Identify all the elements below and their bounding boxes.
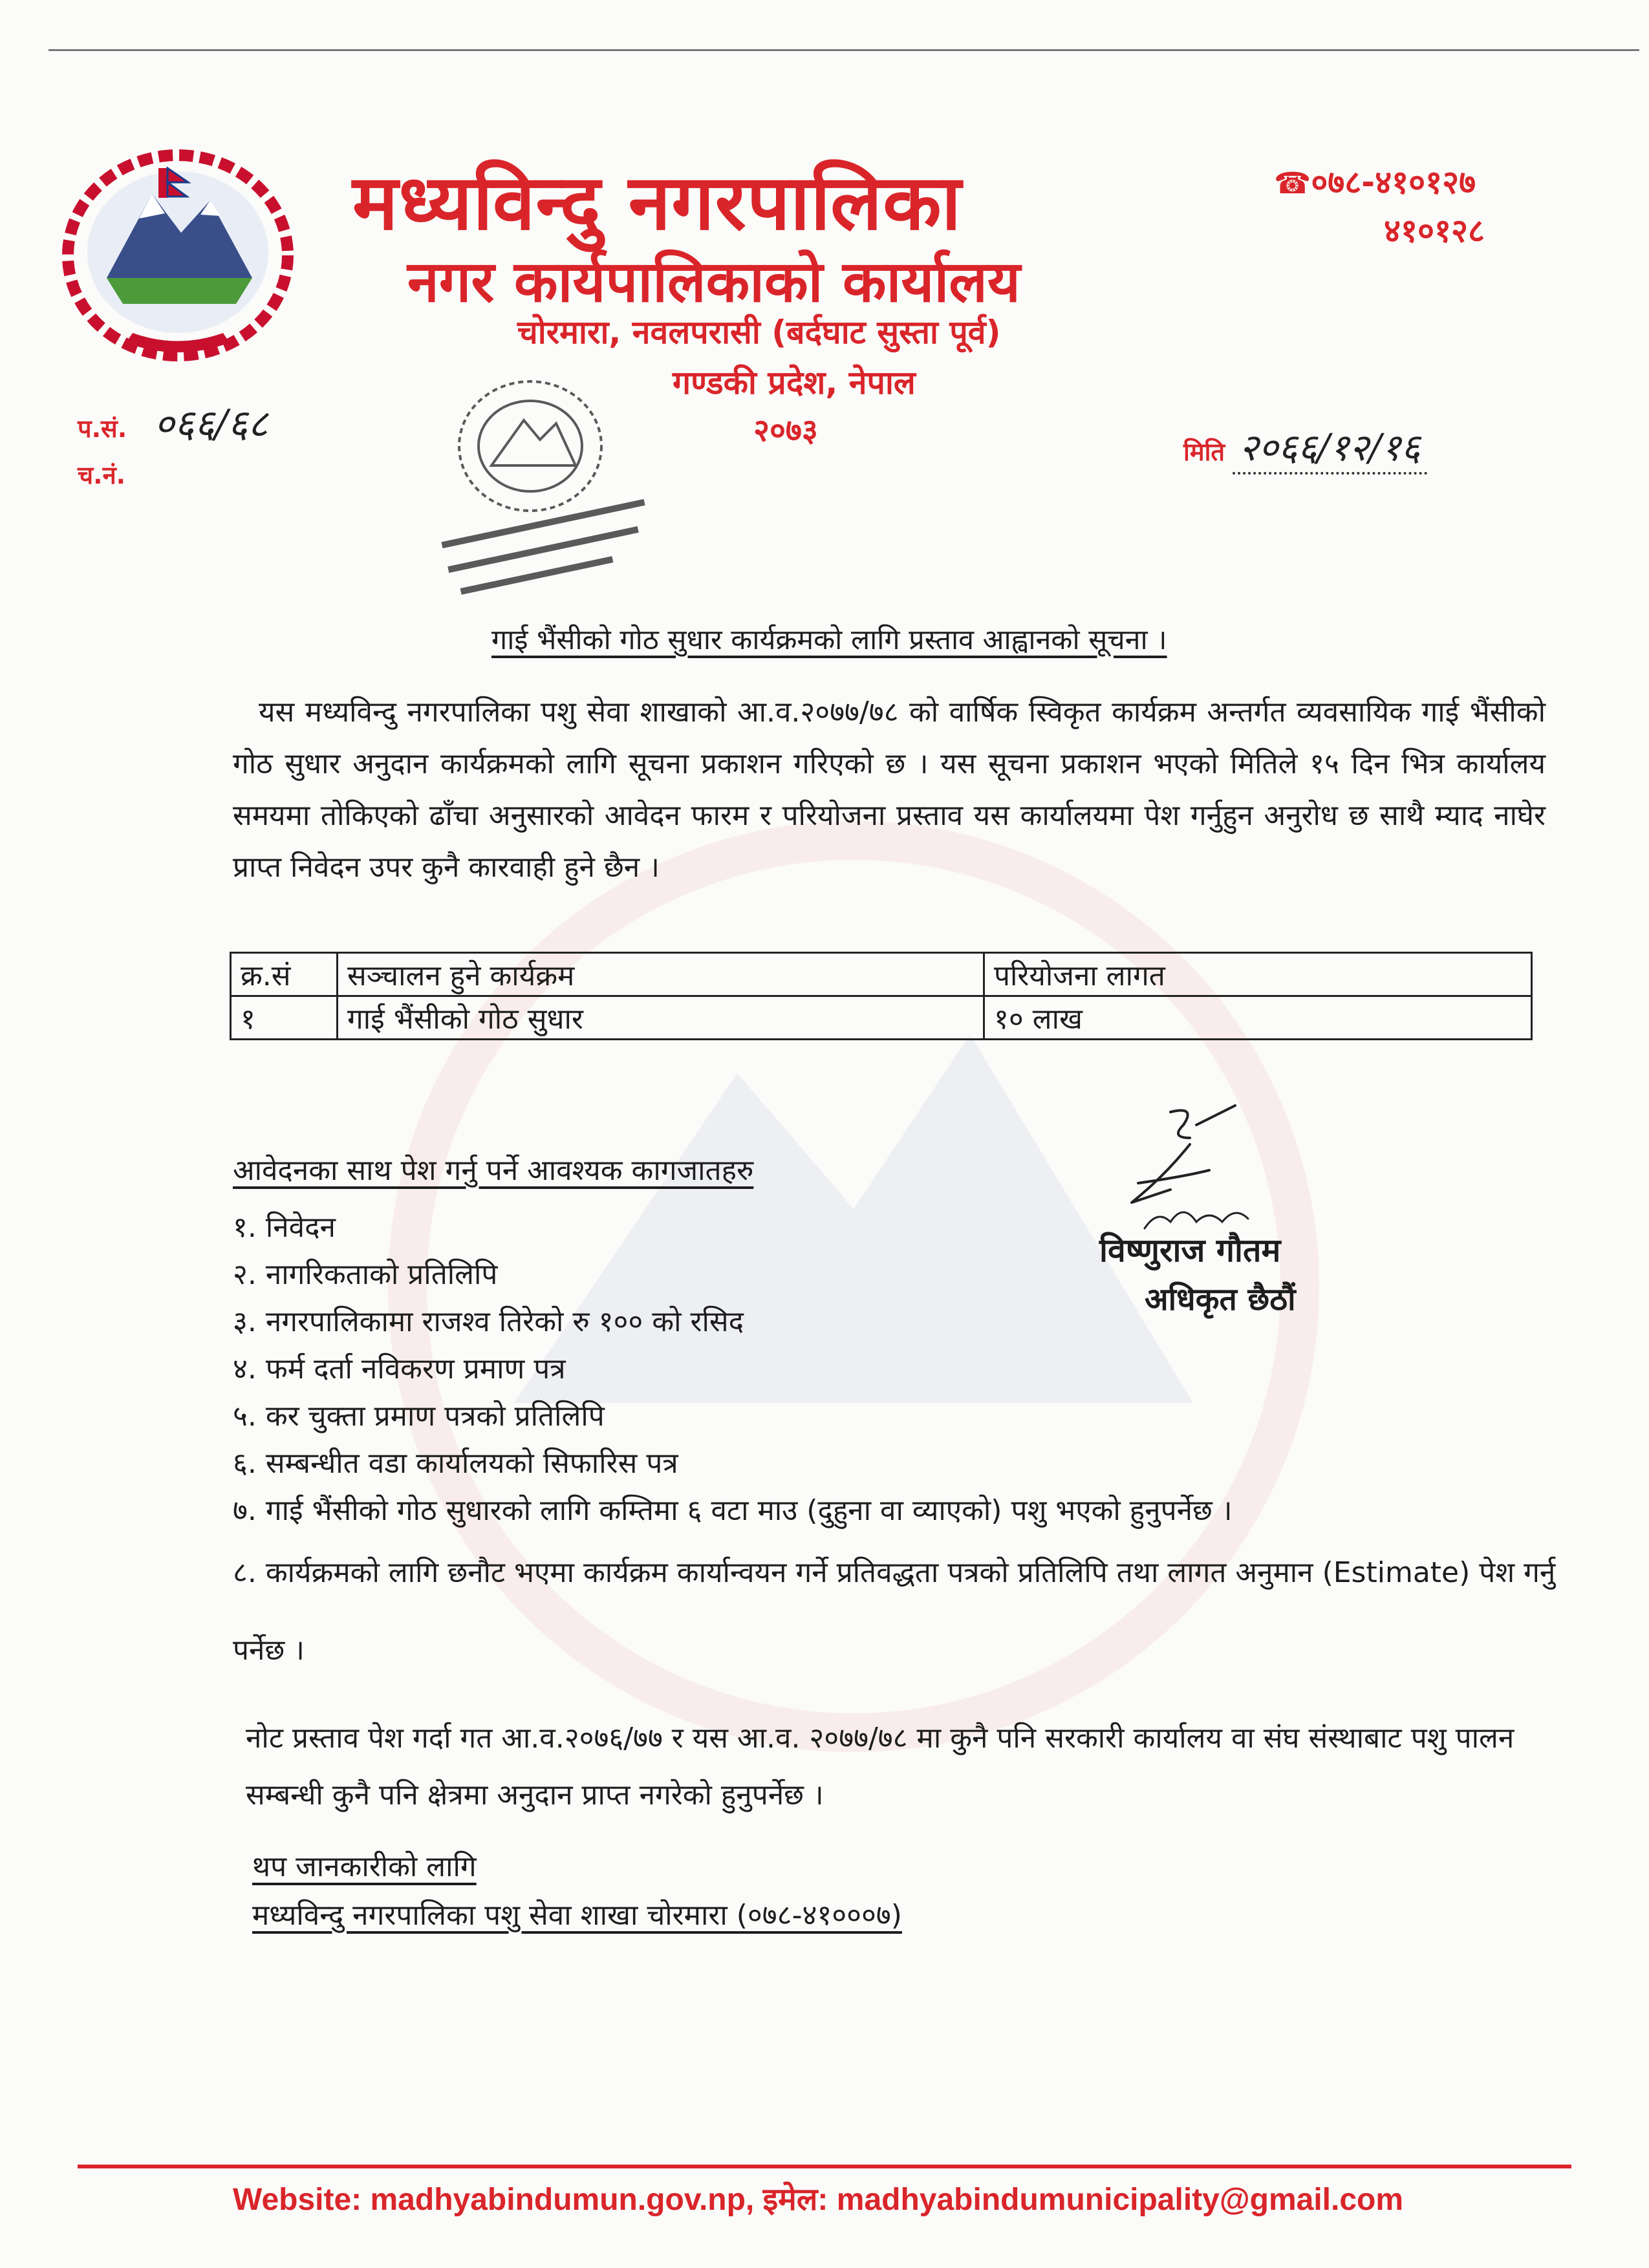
list-item: ६. सम्बन्धीत वडा कार्यालयको सिफारिस पत्र	[233, 1447, 678, 1480]
date-value: २०६६/१२/१६	[1233, 425, 1427, 475]
table-cell: १	[231, 996, 338, 1040]
table-cell: १० लाख	[984, 996, 1532, 1040]
table-header-cell: सञ्चालन हुने कार्यक्रम	[338, 953, 984, 996]
telephone-icon: ☎	[1274, 166, 1311, 200]
website-label: Website:	[233, 2183, 362, 2217]
list-item: ७. गाई भैंसीको गोठ सुधारको लागि कम्तिमा ६ वटा माउ (दुहुना वा व्याएको) पशु भएको हुनुपर्नेछ ।	[233, 1494, 1233, 1527]
signatory-title: अधिकृत छैठौं	[1145, 1281, 1296, 1318]
address-line-1: चोरमारा, नवलपरासी (बर्दघाट सुस्ता पूर्व)	[517, 314, 1001, 351]
email-label: इमेल:	[762, 2183, 828, 2217]
phone-number-1: ०७८-४१०१२७	[1311, 164, 1476, 201]
list-item: ८. कार्यक्रमको लागि छनौट भएमा कार्यक्रम कार्यान्वयन गर्ने प्रतिवद्धता पत्रको प्रतिलिपि तथा लागत अनुमान (Estimate) पेश गर्नु पर्नेछ ।	[233, 1556, 1556, 1667]
signature	[1093, 1099, 1287, 1241]
address-line-2: गण्डकी प्रदेश, नेपाल	[673, 364, 916, 401]
municipality-title: मध्यविन्दु नगरपालिका	[352, 158, 962, 247]
phone-block	[1274, 158, 1485, 255]
list-item: ५. कर चुक्ता प्रमाण पत्रको प्रतिलिपि	[233, 1400, 605, 1433]
nepal-emblem	[61, 149, 294, 362]
date-field	[1183, 420, 1427, 471]
email-link[interactable]: madhyabindumunicipality@gmail.com	[836, 2183, 1404, 2217]
top-rule	[48, 49, 1639, 51]
established-year: २०७३	[753, 412, 818, 449]
note-paragraph: नोट प्रस्ताव पेश गर्दा गत आ.व.२०७६/७७ र यस आ.व. २०७७/७८ मा कुनै पनि सरकारी कार्यालय वा संघ संस्थाबाट पशु पालन सम्बन्धी कुनै पनि क्षेत्रमा अनुदान प्राप्त नगरेको हुनुपर्नेछ ।	[246, 1722, 1514, 1812]
table-cell: गाई भैंसीको गोठ सुधार	[338, 996, 984, 1040]
list-item: ४. फर्म दर्ता नविकरण प्रमाण पत्र	[233, 1353, 566, 1385]
phone-number-2: ४१०१२८	[1384, 212, 1485, 250]
office-stamp	[420, 369, 692, 608]
reference-number	[78, 396, 268, 449]
website-link[interactable]: madhyabindumun.gov.np,	[370, 2183, 755, 2217]
notice-title: गाई भैंसीको गोठ सुधार कार्यक्रमको लागि प्रस्ताव आह्वानको सूचना ।	[491, 624, 1167, 656]
ref-value: ०६६/६८	[154, 401, 268, 447]
list-item: ३. नगरपालिकामा राजश्व तिरेको रु १०० को रसिद	[233, 1305, 744, 1338]
list-item: २. नागरिकताको प्रतिलिपि	[233, 1258, 498, 1291]
date-label: मिति	[1183, 438, 1225, 466]
program-table	[230, 952, 1533, 1040]
chalani-label: च.नं.	[78, 461, 126, 489]
office-subtitle: नगर कार्यपालिकाको कार्यालय	[407, 248, 1020, 315]
table-header-cell: क्र.सं	[231, 953, 338, 996]
table-row	[231, 996, 1532, 1040]
ref-label: प.सं.	[78, 414, 127, 443]
footer	[233, 2177, 1403, 2220]
documents-heading: आवेदनका साथ पेश गर्नु पर्ने आवश्यक कागजातहरु	[233, 1154, 754, 1187]
signatory-name: विष्णुराज गौतम	[1099, 1232, 1281, 1269]
documents-list	[233, 1204, 1565, 1689]
table-header-row	[231, 953, 1532, 996]
notice-paragraph: यस मध्यविन्दु नगरपालिका पशु सेवा शाखाको आ.व.२०७७/७८ को वार्षिक स्विकृत कार्यक्रम अन्तर्गत व्यवसायिक गाई भैंसीको गोठ सुधार अनुदान कार्यक्रमको लागि सूचना प्रकाशन गरिएको छ । यस सूचना प्रकाशन भएको मितिले १५ दिन भित्र कार्यालय समयमा तोकिएको ढाँचा अनुसारको आवेदन फारम र परियोजना प्रस्ताव यस कार्यालयमा पेश गर्नुहुन अनुरोध छ साथै म्याद नाघेर प्राप्त निवेदन उपर कुनै कारवाही हुने छैन ।	[233, 696, 1546, 884]
list-item: १. निवेदन	[233, 1211, 336, 1244]
footer-rule	[78, 2165, 1571, 2168]
contact-heading: थप जानकारीको लागि	[252, 1850, 477, 1883]
table-header-cell: परियोजना लागत	[984, 953, 1532, 996]
contact-text: मध्यविन्दु नगरपालिका पशु सेवा शाखा चोरमारा (०७८-४१०००७)	[252, 1899, 902, 1932]
